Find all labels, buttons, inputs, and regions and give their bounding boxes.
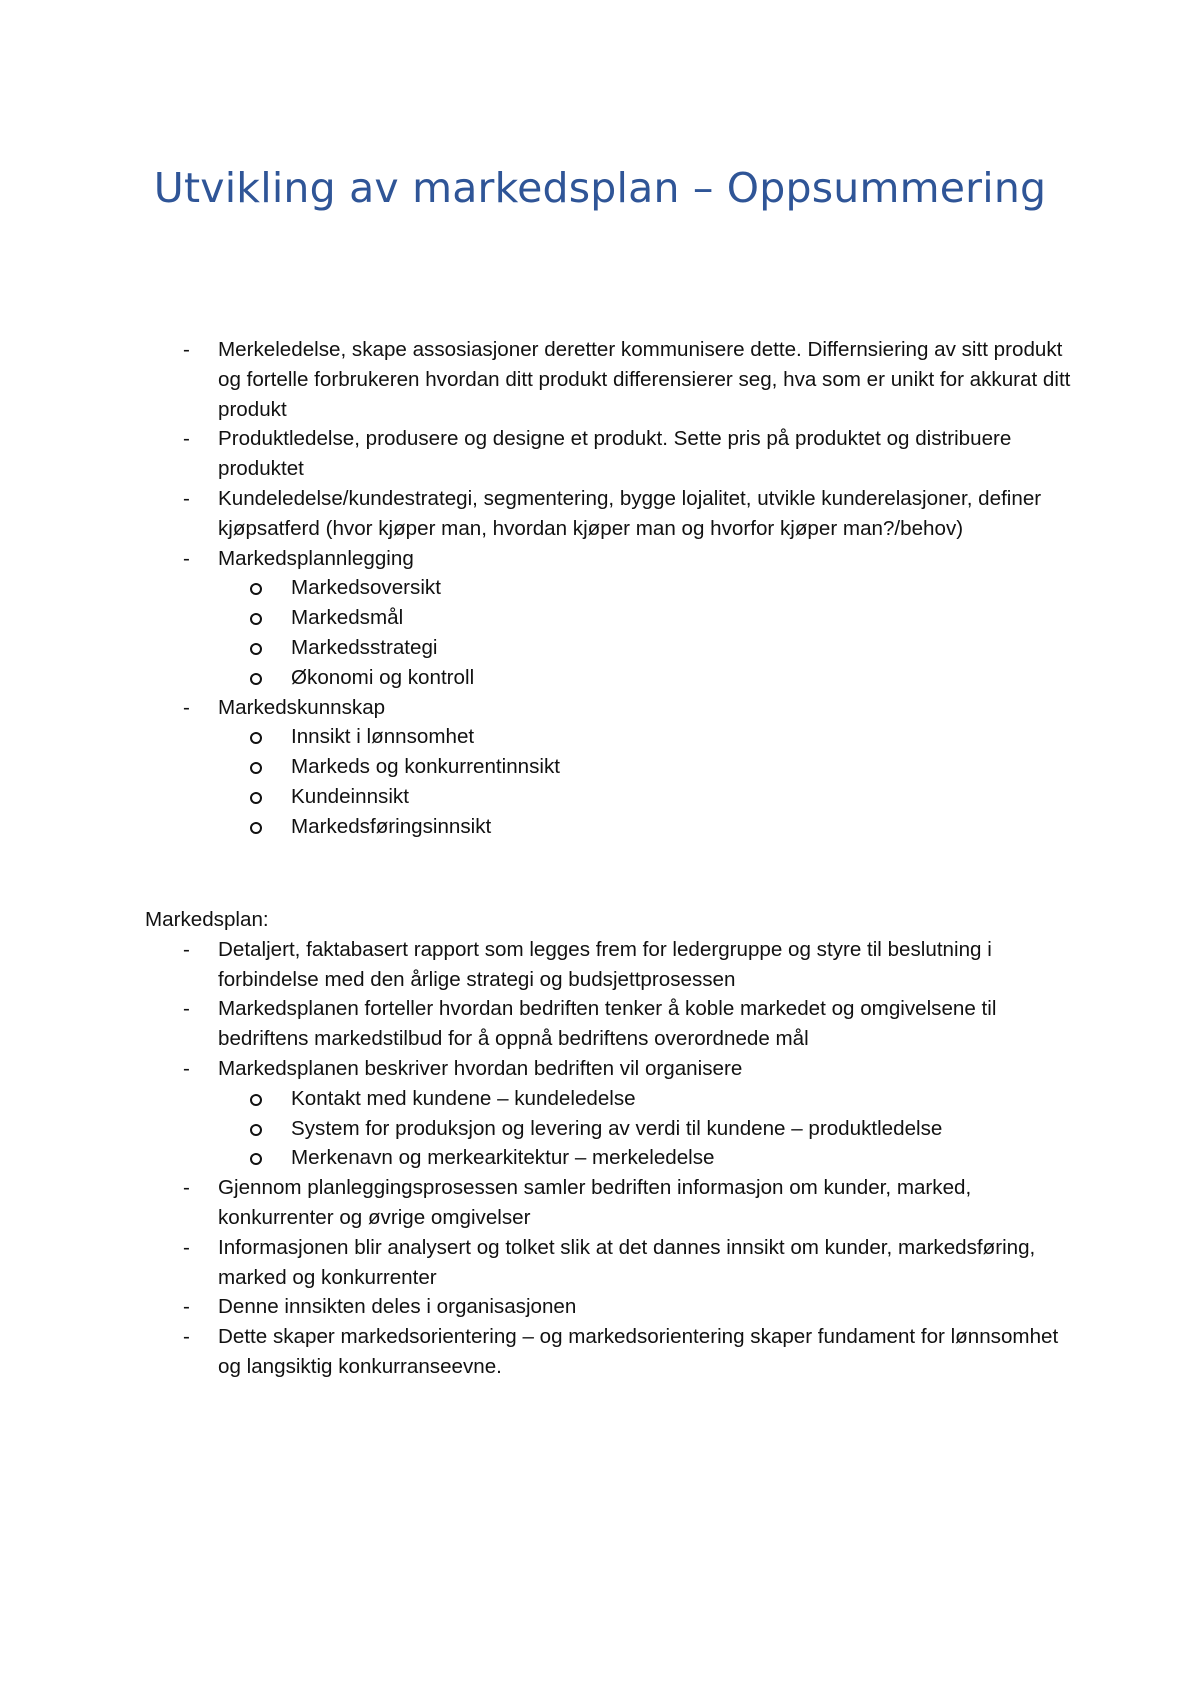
list-item-text: Denne innsikten deles i organisasjonen — [218, 1295, 577, 1319]
list-item-text: Markedsplanen forteller hvordan bedriften tenker å koble markedet og omgivelsene til bedriftens markedstilbud for å oppnå bedriftens overordnede mål — [218, 997, 997, 1051]
sub-list-item — [218, 603, 1075, 633]
sub-list-item — [218, 812, 1075, 842]
dash-bullet-icon: - — [183, 1295, 190, 1319]
section-heading: Markedsplan: — [145, 908, 269, 931]
dash-bullet-icon: - — [183, 338, 190, 361]
sub-list — [218, 573, 1075, 692]
sub-list-item — [218, 752, 1075, 782]
sub-list-item-text: Markedsføringsinnsikt — [291, 814, 492, 838]
dash-bullet-icon: - — [183, 1176, 190, 1200]
sub-list-item — [218, 573, 1075, 603]
list-item — [145, 484, 1075, 544]
sub-list-item — [218, 722, 1075, 752]
list-item — [145, 544, 1075, 693]
list-item — [145, 424, 1075, 484]
circle-bullet-icon — [250, 643, 262, 655]
circle-bullet-icon — [250, 732, 262, 744]
sub-list-item-text: Kontakt med kundene – kundeledelse — [291, 1086, 636, 1110]
dash-bullet-icon: - — [183, 695, 190, 719]
sub-list-item-text: Innsikt i lønnsomhet — [291, 725, 475, 749]
circle-bullet-icon — [250, 583, 262, 595]
list-item-text: Kundeledelse/kundestrategi, segmentering, bygge lojalitet, utvikle kunderelasjoner, definer kjøpsatferd (hvor kjøper man, hvordan kjøper man og hvorfor kjøper man?/behov) — [218, 486, 1042, 540]
list-item-text: Markedsplanen beskriver hvordan bedriften vil organisere — [218, 1056, 743, 1080]
sub-list-item — [218, 1084, 1075, 1114]
sub-list-item — [218, 1143, 1075, 1173]
sub-list-item-text: Merkenavn og merkearkitektur – merkeledelse — [291, 1146, 715, 1170]
markedsplan-section — [145, 905, 1075, 1382]
circle-bullet-icon — [250, 613, 262, 625]
summary-list — [145, 335, 1075, 842]
list-item — [145, 994, 1075, 1054]
circle-bullet-icon — [250, 822, 262, 834]
list-item — [145, 693, 1075, 842]
dash-bullet-icon: - — [183, 1325, 190, 1349]
dash-bullet-icon: - — [183, 1056, 190, 1080]
list-item-text: Detaljert, faktabasert rapport som legges frem for ledergruppe og styre til beslutning i forbindelse med den årlige strategi og budsjettprosessen — [218, 937, 992, 991]
sub-list-item — [218, 1114, 1075, 1144]
sub-list-item-text: Markedsoversikt — [291, 576, 441, 600]
sub-list-item-text: Markedsstrategi — [291, 635, 438, 659]
document-title: Utvikling av markedsplan – Oppsummering — [153, 164, 1047, 212]
list-item-text: Dette skaper markedsorientering – og markedsorientering skaper fundament for lønnsomhet og langsiktig konkurranseevne. — [218, 1325, 1059, 1378]
list-item — [145, 335, 1075, 424]
sub-list-item-text: Kundeinnsikt — [291, 784, 409, 808]
sub-list-item-text: Markedsmål — [291, 606, 404, 630]
dash-bullet-icon: - — [183, 427, 190, 451]
sub-list-item-text: Økonomi og kontroll — [291, 665, 475, 689]
list-item-text: Markedskunnskap — [218, 695, 386, 719]
dash-bullet-icon: - — [183, 486, 190, 510]
dash-bullet-icon: - — [183, 1235, 190, 1259]
circle-bullet-icon — [250, 792, 262, 804]
sub-list-item-text: Markeds og konkurrentinnsikt — [291, 755, 560, 779]
list-item-text: Gjennom planleggingsprosessen samler bedriften informasjon om kunder, marked, konkurrenter og øvrige omgivelser — [218, 1176, 972, 1229]
sub-list-item — [218, 782, 1075, 812]
list-item — [145, 1322, 1075, 1382]
list-item — [145, 1292, 1075, 1322]
circle-bullet-icon — [250, 1094, 262, 1106]
circle-bullet-icon — [250, 1153, 262, 1165]
markedsplan-list — [145, 935, 1075, 1382]
dash-bullet-icon: - — [183, 997, 190, 1021]
sub-list-item — [218, 633, 1075, 663]
summary-section — [145, 335, 1075, 842]
sub-list-item — [218, 663, 1075, 693]
list-item-text: Produktledelse, produsere og designe et produkt. Sette pris på produktet og distribuere produktet — [218, 427, 1012, 481]
list-item — [145, 1054, 1075, 1173]
sub-list-item-text: System for produksjon og levering av verdi til kundene – produktledelse — [291, 1116, 943, 1140]
list-item — [145, 1233, 1075, 1293]
list-item — [145, 1173, 1075, 1233]
list-item — [145, 935, 1075, 995]
sub-list — [218, 722, 1075, 841]
circle-bullet-icon — [250, 673, 262, 685]
list-item-text: Markedsplannlegging — [218, 546, 414, 570]
list-item-text: Merkeledelse, skape assosiasjoner deretter kommunisere dette. Differnsiering av sitt produkt og fortelle forbrukeren hvordan ditt produkt differensierer seg, hva som er unikt for akkurat ditt produkt — [218, 338, 1071, 421]
dash-bullet-icon: - — [183, 546, 190, 570]
list-item-text: Informasjonen blir analysert og tolket slik at det dannes innsikt om kunder, markedsføring, marked og konkurrenter — [218, 1235, 1036, 1289]
sub-list — [218, 1084, 1075, 1173]
circle-bullet-icon — [250, 1124, 262, 1136]
dash-bullet-icon: - — [183, 937, 190, 961]
circle-bullet-icon — [250, 762, 262, 774]
